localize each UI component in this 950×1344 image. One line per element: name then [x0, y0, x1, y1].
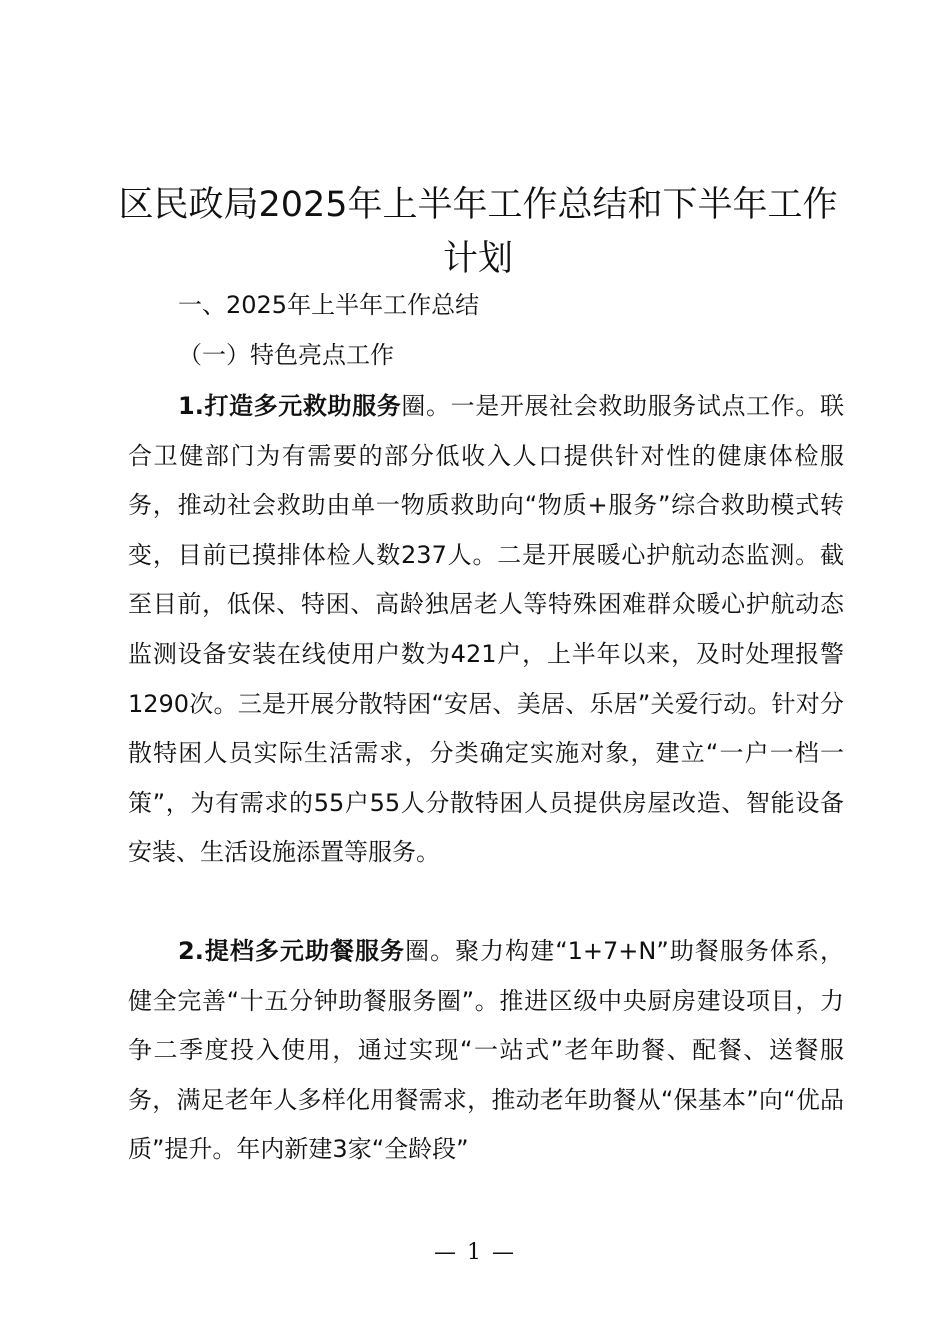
document-title: 区民政局2025年上半年工作总结和下半年工作计划	[118, 185, 838, 279]
paragraph-rescue-services	[128, 382, 844, 878]
paragraph-body: 圈。聚力构建“1+7+N”助餐服务体系，健全完善“十五分钟助餐服务圈”。推进区级中央厨房建设项目，力争二季度投入使用，通过实现“一站式”老年助餐、配餐、送餐服务，满足老年人多样化用餐需求，推动老年助餐从“保基本”向“优品质”提升。年内新建3家“全龄段”	[128, 937, 844, 1164]
paragraph-lead: 1.打造多元救助服务	[178, 392, 402, 420]
page-number: — 1 —	[434, 1240, 516, 1265]
paragraph-meal-services	[128, 927, 844, 1175]
subsection-heading: （一）特色亮点工作	[178, 341, 394, 369]
paragraph-body: 圈。一是开展社会救助服务试点工作。联合卫健部门为有需要的部分低收入人口提供针对性的健康体检服务，推动社会救助由单一物质救助向“物质+服务”综合救助模式转变，目前已摸排体检人数237人。二是开展暖心护航动态监测。截至目前，低保、特困、高龄独居老人等特殊困难群众暖心护航动态监测设备安装在线使用户数为421户，上半年以来，及时处理报警1290次。三是开展分散特困“安居、美居、乐居”关爱行动。针对分散特困人员实际生活需求，分类确定实施对象，建立“一户一档一策”，为有需求的55户55人分散特困人员提供房屋改造、智能设备安装、生活设施添置等服务。	[128, 392, 844, 867]
paragraph-lead: 2.提档多元助餐服务	[178, 937, 406, 965]
section-heading: 一、2025年上半年工作总结	[178, 291, 480, 319]
